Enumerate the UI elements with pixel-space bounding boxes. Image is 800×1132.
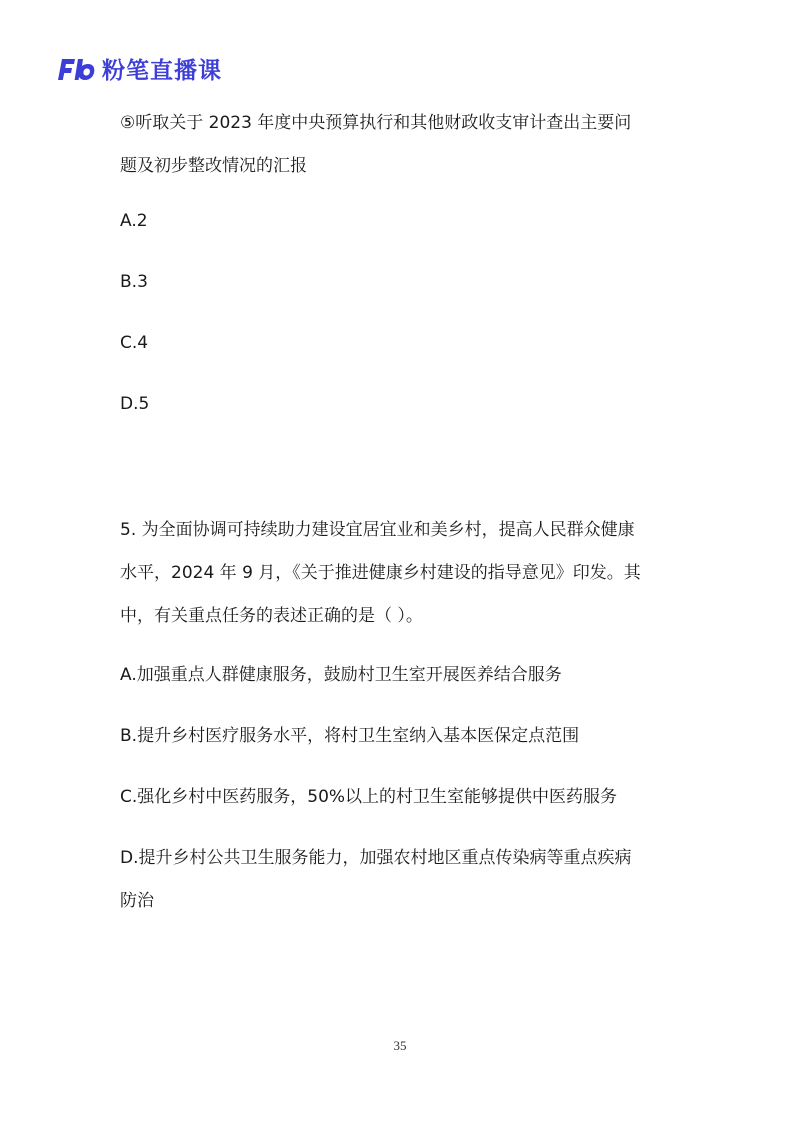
prev-option-a: A.2 [120, 211, 148, 231]
brand-logo [56, 52, 222, 85]
page-number: 35 [393, 1038, 407, 1053]
question-5-option-d-line-1: D.提升乡村公共卫生服务能力，加强农村地区重点传染病等重点疾病 [120, 848, 632, 868]
question-5-stem-line-3: 中，有关重点任务的表述正确的是（ ）。 [120, 606, 423, 626]
fenbi-logo-icon [56, 56, 96, 82]
question-5-option-c: C.强化乡村中医药服务，50%以上的村卫生室能够提供中医药服务 [120, 787, 618, 807]
brand-name: 粉笔直播课 [102, 58, 222, 84]
question-5-option-d-line-2: 防治 [120, 891, 154, 911]
question-5-stem-line-2: 水平，2024 年 9 月，《关于推进健康乡村建设的指导意见》印发。其 [120, 563, 641, 583]
question-5-option-b: B.提升乡村医疗服务水平，将村卫生室纳入基本医保定点范围 [120, 726, 580, 746]
prev-option-c: C.4 [120, 333, 149, 353]
item-5-line-2: 题及初步整改情况的汇报 [120, 156, 307, 176]
question-5-option-a: A.加强重点人群健康服务，鼓励村卫生室开展医养结合服务 [120, 665, 562, 685]
prev-option-b: B.3 [120, 272, 148, 292]
prev-option-d: D.5 [120, 394, 150, 414]
question-5-stem-line-1: 5. 为全面协调可持续助力建设宜居宜业和美乡村，提高人民群众健康 [120, 520, 635, 540]
item-5-line-1: ⑤听取关于 2023 年度中央预算执行和其他财政收支审计查出主要问 [120, 113, 632, 133]
